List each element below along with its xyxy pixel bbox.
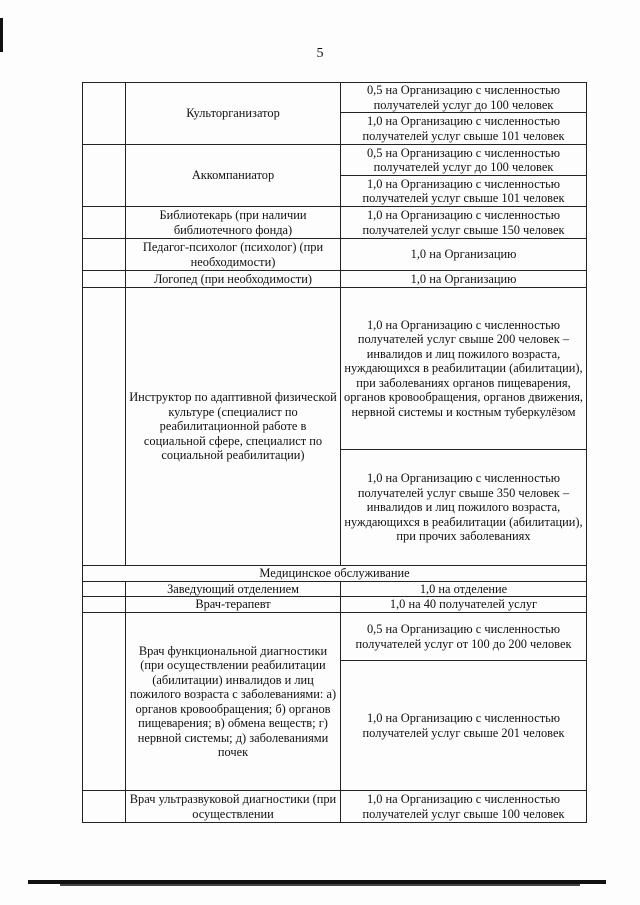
role-cell: Врач ультразвуковой диагностики (при осуществлении [126,791,341,823]
number-cell [83,239,126,271]
table-row [83,581,587,597]
section-row [83,566,587,582]
number-cell [83,597,126,613]
norm-cell: 1,0 на Организацию с численностью получателей услуг свыше 101 человек [341,176,587,207]
table-row [83,597,587,613]
norm-cell: 1,0 на Организацию с численностью получателей услуг свыше 150 человек [341,207,587,239]
page-number: 5 [316,46,324,61]
norm-cell: 1,0 на Организацию [341,271,587,288]
table-row [83,613,587,661]
number-cell [83,791,126,823]
number-cell [83,288,126,566]
number-cell [83,271,126,288]
norm-cell: 1,0 на Организацию с численностью получателей услуг свыше 350 человек – инвалидов и лиц пожилого возраста, нуждающихся в реабилитации (абилитации), при прочих заболеваниях [341,450,587,566]
number-cell [83,83,126,145]
role-cell: Аккомпаниатор [126,145,341,207]
number-cell [83,613,126,791]
role-cell: Инструктор по адаптивной физической культуре (специалист по реабилитационной работе в социальной сфере, специалист по социальной реабилитации) [126,288,341,566]
norm-cell: 1,0 на Организацию с численностью получателей услуг свыше 101 человек [341,113,587,145]
table-row [83,207,587,239]
scan-bottom-shadow [60,884,580,886]
number-cell [83,581,126,597]
norm-cell: 0,5 на Организацию с численностью получателей услуг от 100 до 200 человек [341,613,587,661]
norm-cell: 1,0 на Организацию с численностью получателей услуг свыше 201 человек [341,661,587,791]
role-cell: Заведующий отделением [126,581,341,597]
norm-cell: 1,0 на Организацию с численностью получателей услуг свыше 100 человек [341,791,587,823]
section-title: Медицинское обслуживание [83,566,587,582]
role-cell: Врач функциональной диагностики (при осуществлении реабилитации (абилитации) инвалидов и лиц пожилого возраста с заболеваниями: а) органов кровообращения; б) органов пищеварения; в) обмена веществ; г) нервной системы; д) заболеваниями почек [126,613,341,791]
norm-cell: 1,0 на отделение [341,581,587,597]
role-cell: Логопед (при необходимости) [126,271,341,288]
norm-cell: 1,0 на Организацию [341,239,587,271]
role-cell: Врач-терапевт [126,597,341,613]
role-cell: Педагог-психолог (психолог) (при необходимости) [126,239,341,271]
table-row [83,271,587,288]
norm-cell: 1,0 на 40 получателей услуг [341,597,587,613]
number-cell [83,207,126,239]
norm-cell: 0,5 на Организацию с численностью получателей услуг до 100 человек [341,83,587,113]
table-row [83,288,587,450]
role-cell: Культорганизатор [126,83,341,145]
table-row [83,145,587,176]
table-row [83,239,587,271]
table-row [83,791,587,823]
role-cell: Библиотекарь (при наличии библиотечного фонда) [126,207,341,239]
number-cell [83,145,126,207]
staffing-table [82,82,587,823]
table-row [83,83,587,113]
norm-cell: 0,5 на Организацию с численностью получателей услуг до 100 человек [341,145,587,176]
norm-cell: 1,0 на Организацию с численностью получателей услуг свыше 200 человек – инвалидов и лиц пожилого возраста, нуждающихся в реабилитации (абилитации), при заболеваниях органов пищеварения, органов кровообращения, органов движения, нервной системы и костным туберкулёзом [341,288,587,450]
